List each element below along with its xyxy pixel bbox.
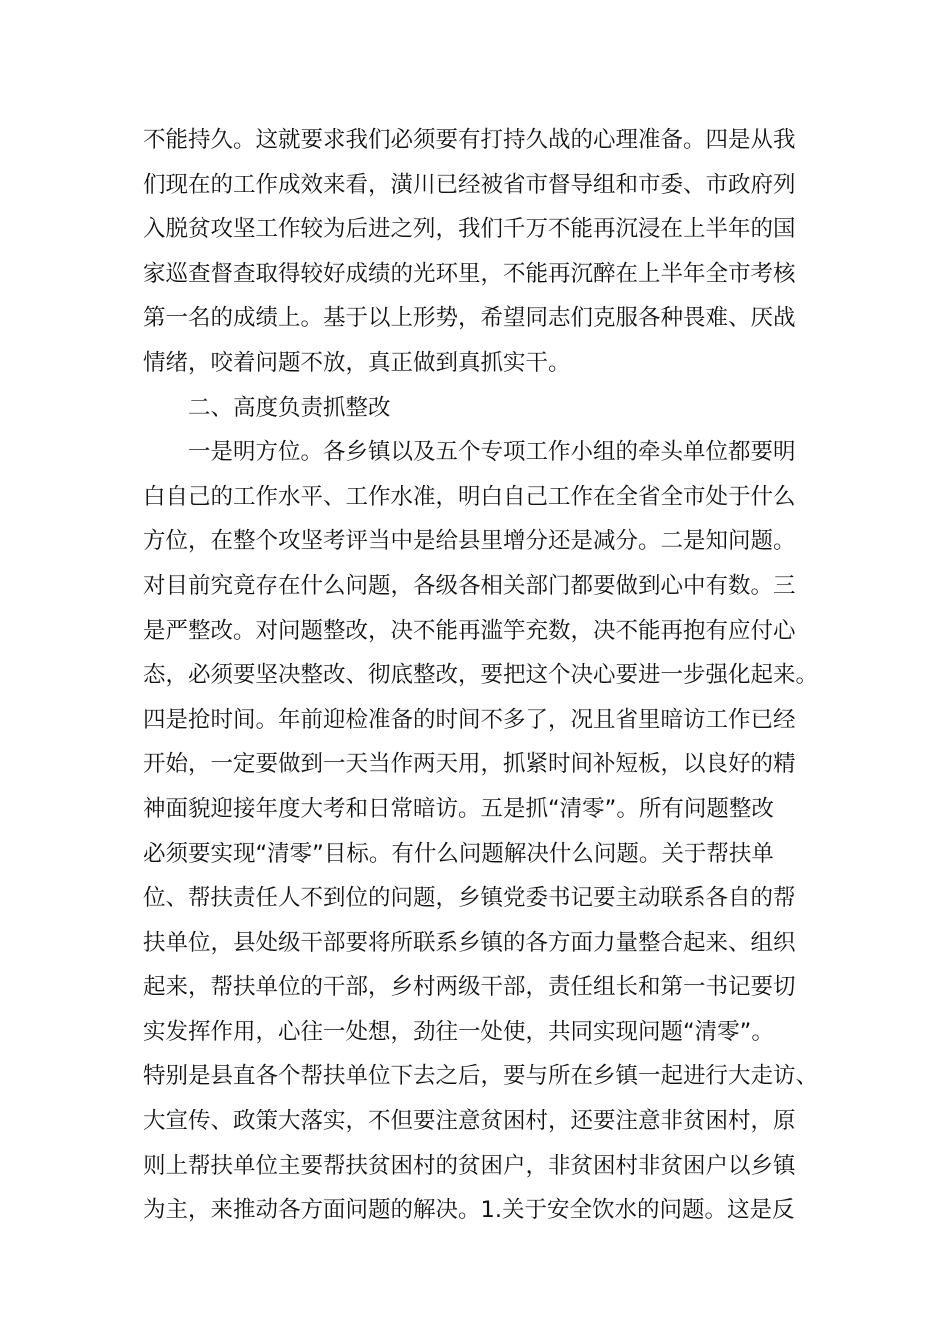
text-line: 开始，一定要做到一天当作两天用，抓紧时间补短板，以良好的精 bbox=[143, 751, 796, 778]
text-line: 态，必须要坚决整改、彻底整改，要把这个决心要进一步强化起来。 bbox=[143, 662, 819, 689]
text-line: 位、帮扶责任人不到位的问题，乡镇党委书记要主动联系各自的帮 bbox=[143, 885, 796, 912]
text-line: 大宣传、政策大落实，不但要注意贫困村，还要注意非贫困村，原 bbox=[143, 1108, 796, 1135]
text-line: 特别是县直各个帮扶单位下去之后，要与所在乡镇一起进行大走访、 bbox=[143, 1063, 819, 1090]
text-line: 起来，帮扶单位的干部，乡村两级干部，责任组长和第一书记要切 bbox=[143, 974, 796, 1001]
text-line: 四是抢时间。年前迎检准备的时间不多了，况且省里暗访工作已经 bbox=[143, 706, 796, 733]
text-line: 方位，在整个攻坚考评当中是给县里增分还是减分。二是知问题。 bbox=[143, 528, 796, 555]
text-line: 神面貌迎接年度大考和日常暗访。五是抓“清零”。所有问题整改 bbox=[143, 795, 774, 822]
text-line: 扶单位，县处级干部要将所联系乡镇的各方面力量整合起来、组织 bbox=[143, 929, 796, 956]
text-line: 必须要实现“清零”目标。有什么问题解决什么问题。关于帮扶单 bbox=[143, 840, 774, 867]
text-line: 对目前究竟存在什么问题，各级各相关部门都要做到心中有数。三 bbox=[143, 572, 796, 599]
text-line: 实发挥作用，心往一处想，劲往一处使，共同实现问题“清零”。 bbox=[143, 1018, 774, 1045]
text-line: 二、高度负责抓整改 bbox=[143, 394, 391, 421]
text-line: 情绪，咬着问题不放，真正做到真抓实干。 bbox=[143, 349, 571, 376]
text-line: 则上帮扶单位主要帮扶贫困村的贫困户，非贫困村非贫困户以乡镇 bbox=[143, 1152, 796, 1179]
text-line: 为主，来推动各方面问题的解决。1.关于安全饮水的问题。这是反 bbox=[143, 1197, 795, 1224]
text-line: 们现在的工作成效来看，潢川已经被省市督导组和市委、市政府列 bbox=[143, 171, 796, 198]
text-line: 一是明方位。各乡镇以及五个专项工作小组的牵头单位都要明 bbox=[143, 439, 796, 466]
text-line: 不能持久。这就要求我们必须要有打持久战的心理准备。四是从我 bbox=[143, 127, 796, 153]
text-line: 第一名的成绩上。基于以上形势，希望同志们克服各种畏难、厌战 bbox=[143, 305, 796, 332]
body-text bbox=[143, 118, 833, 1233]
text-line: 入脱贫攻坚工作较为后进之列，我们千万不能再沉浸在上半年的国 bbox=[143, 216, 796, 243]
text-line: 是严整改。对问题整改，决不能再滥竽充数，决不能再抱有应付心 bbox=[143, 617, 796, 644]
text-line: 白自己的工作水平、工作水准，明白自己工作在全省全市处于什么 bbox=[143, 483, 796, 510]
text-line: 家巡查督查取得较好成绩的光环里，不能再沉醉在上半年全市考核 bbox=[143, 260, 796, 287]
